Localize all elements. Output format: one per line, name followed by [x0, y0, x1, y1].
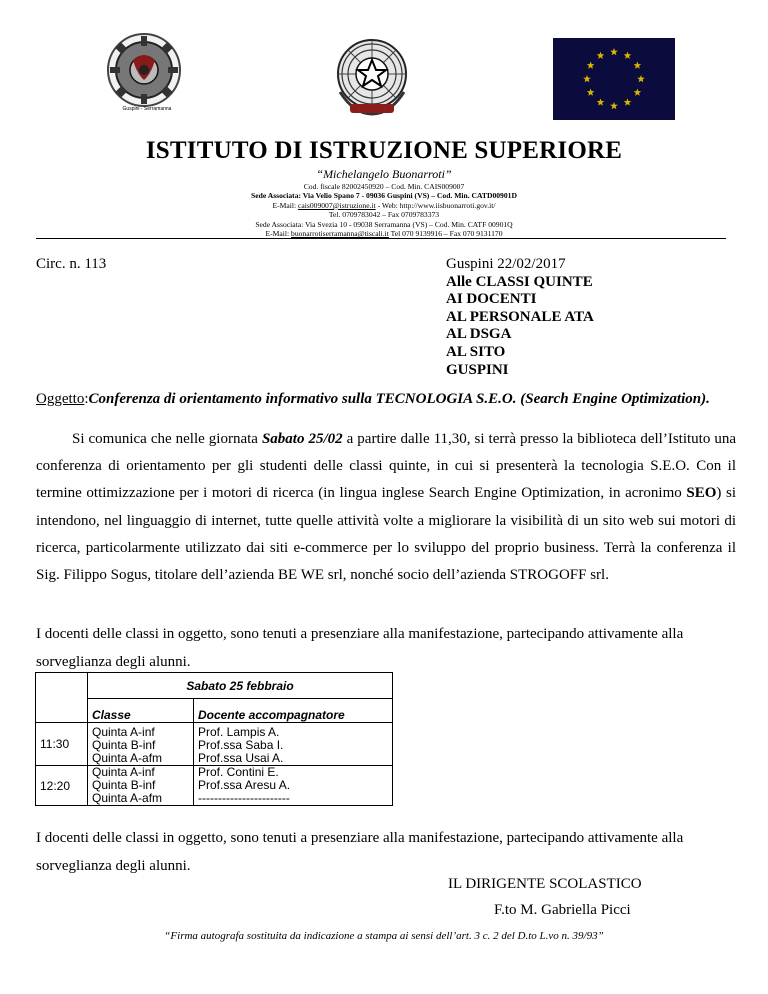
email-link-2[interactable]: buonarrotiserramanna@tiscali.it [291, 229, 389, 239]
web-text: - Web: http://www.iisbuonarroti.gov.it/ [375, 200, 496, 210]
time-cell: 12:20 [36, 766, 88, 806]
header-divider [36, 238, 726, 239]
teacher-name: Prof.ssa Aresu A. [198, 778, 291, 792]
event-date: Sabato 25/02 [261, 431, 343, 447]
teacher-name: Prof. Lampis A. [198, 725, 280, 739]
signature-role: IL DIRIGENTE SCOLASTICO [448, 876, 642, 892]
class-name: Quinta A-inf [92, 765, 155, 779]
republic-emblem [324, 30, 420, 122]
teacher-name: ----------------------- [198, 791, 290, 805]
teachers-paragraph: I docenti delle classi in oggetto, sono tenuti a presenziare alla manifestazione, partecipando attivamente alla sorveglianza degli alunni. [36, 626, 684, 670]
recipient: AL DSGA [446, 326, 512, 343]
teacher-name: Prof.ssa Usai A. [198, 751, 284, 765]
seo-acronym: SEO [686, 485, 717, 502]
body-text: Si comunica che nelle giornata [72, 431, 262, 447]
time-cell: 11:30 [36, 723, 88, 766]
email-link[interactable]: cais009007@istruzione.it [298, 200, 376, 210]
phone-text: Tel 070 9139916 – Fax 070 9131170 [388, 229, 503, 239]
header-line-4: Tel. 0709783042 – Fax 0709783373 [328, 210, 440, 220]
header-info [0, 182, 768, 238]
circular-number: Circ. n. 113 [36, 256, 107, 272]
logo-caption: Guspini - Serramanna [122, 106, 172, 112]
column-header-teacher: Docente accompagnatore [194, 699, 393, 723]
class-cell [88, 766, 194, 806]
teacher-cell [194, 723, 393, 766]
table-row [36, 723, 393, 766]
teachers-paragraph-repeat: I docenti delle classi in oggetto, sono tenuti a presenziare alla manifestazione, partecipando attivamente alla sorveglianza degli alunni. [36, 830, 684, 874]
subject-line: Oggetto:Conferenza di orientamento informativo sulla TECNOLOGIA S.E.O. (Search Engine Optimization). [36, 391, 710, 407]
recipient: GUSPINI [446, 361, 509, 378]
header-line-2: Sede Associata: Via Velio Spano 7 - 09036 Guspini (VS) – Cod. Min. CATD00901D [251, 191, 517, 201]
italian-republic-emblem-icon [324, 30, 420, 122]
recipient: Alle CLASSI QUINTE [446, 273, 593, 290]
table-corner [36, 673, 88, 723]
signature-name: F.to M. Gabriella Picci [494, 902, 631, 918]
email-label-2: E-Mail: [265, 229, 292, 239]
header-line-3 [0, 201, 768, 210]
class-name: Quinta B-inf [92, 738, 156, 752]
teacher-name: Prof.ssa Saba I. [198, 738, 284, 752]
schedule-table [35, 672, 393, 806]
email-label: E-Mail: [272, 200, 299, 210]
body-text: a partire dalle 11,30, si terrà presso la biblioteca dell’Istituto una conferenza di orientamento per gli studenti delle classi quinte, in cui si presenterà la tecnologia S.E.O. Con il termine ottimizzazione per i motori di ricerca (in lingua inglese Search Engine Optimization, in acronimo [36, 431, 736, 502]
eu-flag-icon [553, 38, 675, 120]
table-row [36, 766, 393, 806]
teacher-name: Prof. Contini E. [198, 765, 279, 779]
school-logo [103, 30, 185, 114]
header-line-1: Cod. fiscale 82002450920 – Cod. Min. CAIS009007 [303, 182, 465, 191]
subject-label: Oggetto [36, 391, 85, 407]
class-name: Quinta B-inf [92, 778, 156, 792]
class-name: Quinta A-afm [92, 791, 163, 805]
column-header-class: Classe [88, 699, 194, 723]
teacher-cell [194, 766, 393, 806]
school-gear-logo-icon [103, 30, 185, 114]
body-paragraph [36, 426, 736, 589]
institute-title: ISTITUTO DI ISTRUZIONE SUPERIORE [145, 137, 623, 164]
body-text: ) si intendono, nel linguaggio di internet, tutte quelle attività volte a migliorare la visibilità di un sito web sui motori di ricerca, particolarmente utilizzato dai siti e-commerce per lo sviluppo del proprio business. Terrà la conferenza il Sig. Filippo Sogus, titolare dell’azienda BE WE srl, nonché socio dell’azienda STROGOFF srl. [36, 485, 736, 584]
class-name: Quinta A-inf [92, 725, 155, 739]
recipient: AL SITO [446, 343, 506, 360]
recipients-block [446, 256, 594, 379]
recipient: AI DOCENTI [446, 291, 537, 308]
eu-flag [553, 38, 675, 120]
header-line-5: Sede Associata: Via Svezia 10 - 09038 Serramanna (VS) – Cod. Min. CATF 00901Q [255, 219, 513, 229]
table-title: Sabato 25 febbraio [88, 673, 393, 699]
subject-text: Conferenza di orientamento informativo sulla TECNOLOGIA S.E.O. (Search Engine Optimization). [88, 391, 710, 407]
signature-note: “Firma autografa sostituita da indicazione a stampa ai sensi dell’art. 3 c. 2 del D.to L.vo n. 39/93” [164, 930, 604, 942]
recipient: AL PERSONALE ATA [446, 308, 594, 325]
class-name: Quinta A-afm [92, 751, 163, 765]
date-place: Guspini 22/02/2017 [446, 256, 566, 272]
institute-subtitle: “Michelangelo Buonarroti” [316, 167, 452, 181]
class-cell [88, 723, 194, 766]
